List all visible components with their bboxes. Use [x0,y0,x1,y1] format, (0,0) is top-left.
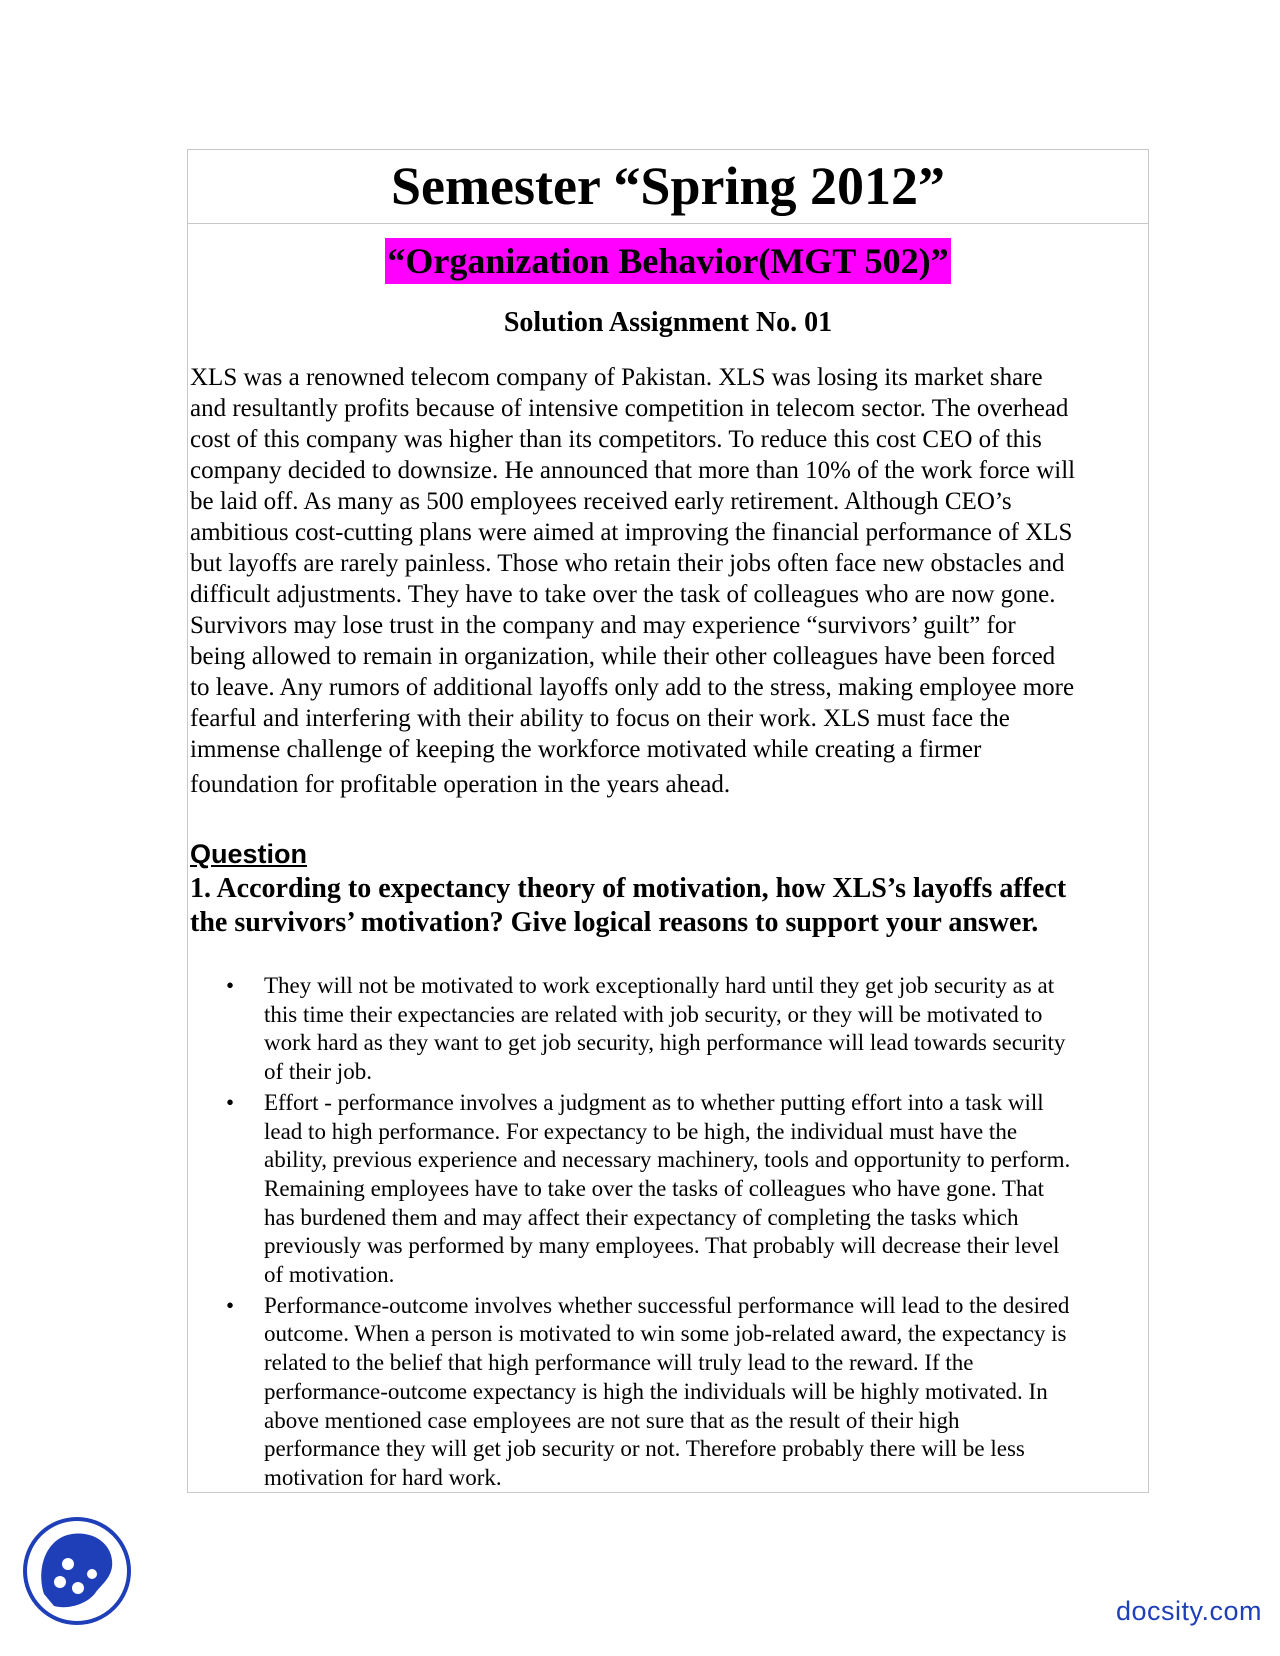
answer-line: lead to high performance. For expectancy to be high, the individual must have the [264,1118,1018,1144]
answer-line: outcome. When a person is motivated to win some job-related award, the expectancy is [264,1321,1067,1347]
intro-line: company decided to downsize. He announced that more than 10% of the work force will [190,457,1076,484]
intro-line: ambitious cost-cutting plans were aimed at improving the financial performance of XLS [190,519,1073,546]
answer-line: Performance-outcome involves whether successful performance will lead to the desired [264,1292,1070,1318]
document-frame [187,149,1149,1493]
intro-line: fearful and interfering with their ability to focus on their work. XLS must face the [190,705,1010,732]
answer-line: motivation for hard work. [264,1464,502,1490]
intro-line: being allowed to remain in organization, while their other colleagues have been forced [190,643,1056,670]
intro-line: but layoffs are rarely painless. Those who retain their jobs often face new obstacles and [190,550,1065,577]
assignment-title: Solution Assignment No. 01 [503,307,833,338]
answer-item [226,1089,1148,1290]
answer-line: of their job. [264,1059,372,1085]
intro-line: to leave. Any rumors of additional layoffs only add to the stress, making employee more [190,674,1075,701]
question-line: the survivors’ motivation? Give logical reasons to support your answer. [190,907,1039,938]
intro-line: immense challenge of keeping the workforce motivated while creating a firmer [190,736,982,763]
intro-paragraph [190,362,1146,800]
course-title: “Organization Behavior(MGT 502)” [385,238,950,284]
docsity-brand-link[interactable]: docsity.com [1115,1596,1262,1626]
answer-line: above mentioned case employees are not sure that as the result of their high [264,1407,960,1433]
intro-line: difficult adjustments. They have to take over the task of colleagues who are now gone. [190,581,1056,608]
bullet-icon: • [226,973,235,998]
intro-line: be laid off. As many as 500 employees received early retirement. Although CEO’s [190,488,1012,515]
answer-line: has burdened them and may affect their expectancy of completing the tasks which [264,1204,1019,1230]
intro-line: foundation for profitable operation in the years ahead. [190,771,731,798]
intro-line: cost of this company was higher than its competitors. To reduce this cost CEO of this [190,426,1042,453]
answer-line: this time their expectancies are related with job security, or they will be motivated to [264,1001,1043,1027]
answer-list [188,972,1148,1493]
answer-line: related to the belief that high performance will truly lead to the reward. If the [264,1350,974,1376]
answer-line: of motivation. [264,1262,395,1288]
answer-line: They will not be motivated to work exceptionally hard until they get job security as at [264,973,1055,998]
bullet-icon: • [226,1089,235,1115]
answer-line: performance they will get job security or not. Therefore probably there will be less [264,1436,1025,1462]
question-heading: Question [190,839,308,869]
answer-item [226,972,1148,1087]
course-title-row [188,238,1148,284]
answer-line: Effort - performance involves a judgment as to whether putting effort into a task will [264,1089,1044,1115]
intro-line: Survivors may lose trust in the company and may experience “survivors’ guilt” for [190,612,1016,639]
answer-line: ability, previous experience and necessary machinery, tools and opportunity to perform. [264,1147,1071,1173]
answer-line: Remaining employees have to take over the tasks of colleagues who have gone. That [264,1175,1045,1201]
bullet-icon: • [226,1292,235,1318]
answer-line: work hard as they want to get job security, high performance will lead towards security [264,1030,1066,1056]
answer-line: previously was performed by many employees. That probably will decrease their level [264,1233,1060,1259]
answer-line: performance-outcome expectancy is high the individuals will be highly motivated. In [264,1378,1048,1404]
answer-item [226,1292,1148,1493]
question-text [190,872,1146,940]
question-line: 1. According to expectancy theory of motivation, how XLS’s layoffs affect [190,873,1067,904]
page-title: Semester “Spring 2012” [188,150,1148,224]
docsity-logo-icon[interactable] [22,1516,132,1626]
intro-line: XLS was a renowned telecom company of Pakistan. XLS was losing its market share [190,364,1043,391]
docsity-logo-svg [22,1516,132,1626]
intro-line: and resultantly profits because of intensive competition in telecom sector. The overhead [190,395,1069,422]
